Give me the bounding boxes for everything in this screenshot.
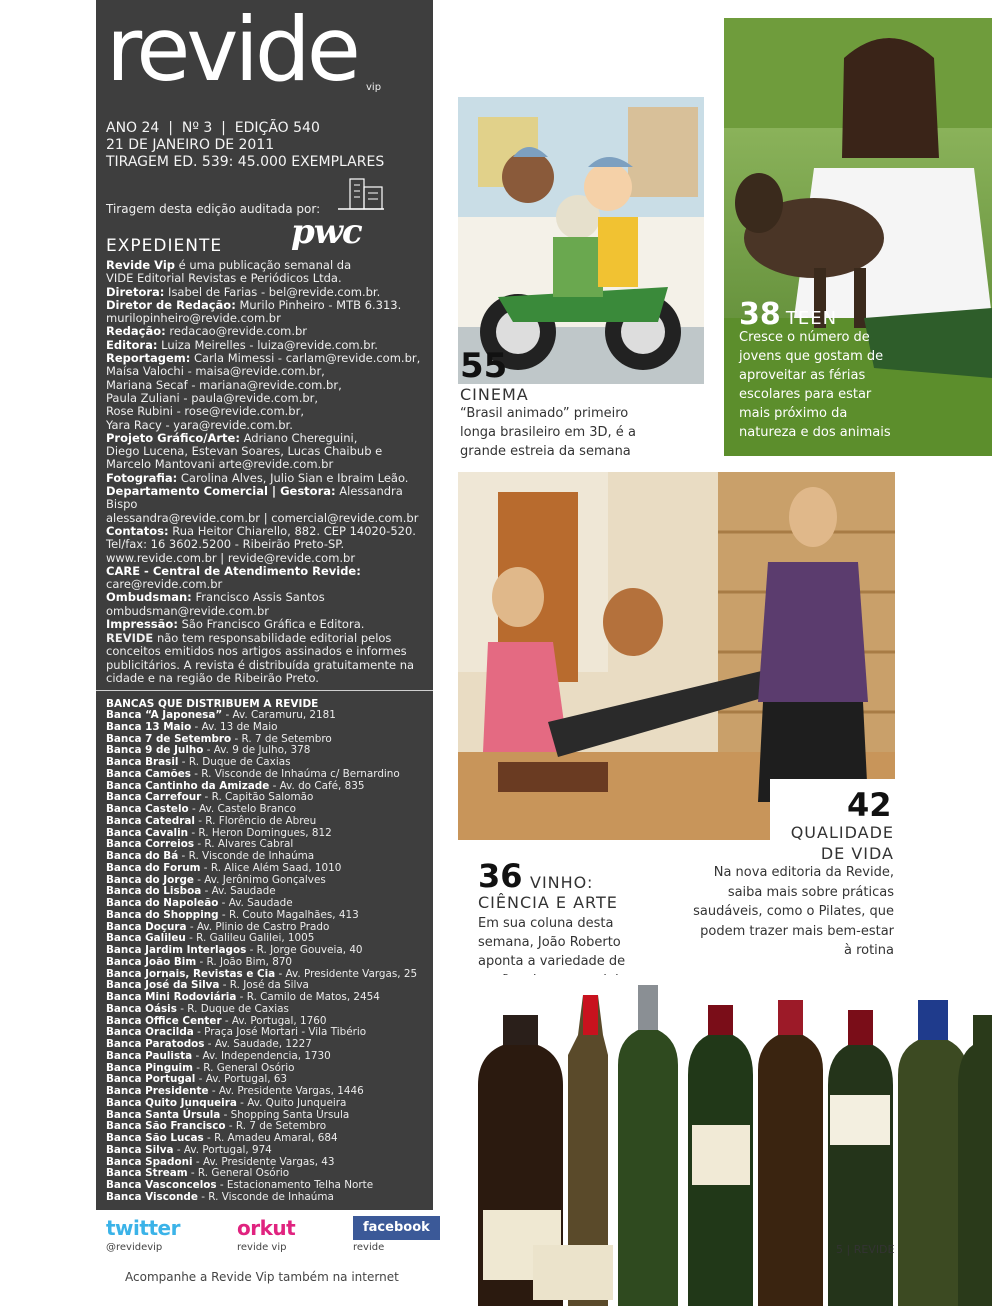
- banca-address: - R. Capitão Salomão: [201, 791, 314, 804]
- expediente-line: [106, 512, 428, 525]
- banca-name: Banca Vasconcelos: [106, 1179, 217, 1191]
- expediente-line-label: Fotografia:: [106, 470, 178, 485]
- expediente-line: [106, 339, 428, 352]
- banca-name: Banca Paulista: [106, 1049, 193, 1062]
- banca-name: Banca do Shopping: [106, 908, 219, 921]
- expediente-line: [106, 565, 428, 578]
- banca-address: - Av. Jerônimo Gonçalves: [193, 873, 326, 886]
- banca-name: Banca Office Center: [106, 1014, 222, 1027]
- expediente-line: [106, 578, 428, 591]
- expediente-line-text: Rua Heitor Chiarello, 882. CEP 14020-520.: [168, 523, 416, 538]
- expediente-line-text: Carla Mimessi - carlam@revide.com.br,: [190, 351, 421, 366]
- banca-name: Banca Pinguim: [106, 1061, 193, 1074]
- banca-name: Banca Brasil: [106, 756, 179, 768]
- banca-name: Banca do Jorge: [106, 873, 194, 886]
- twitter-link[interactable]: [106, 1216, 180, 1253]
- banca-name: Banca 13 Maio: [106, 720, 192, 733]
- expediente-line-text: redacao@revide.com.br: [165, 324, 308, 339]
- building-icon: [336, 175, 386, 211]
- teen-text: Cresce o número de jovens que gostam de aproveitar as férias escolares para estar mais próximo da natureza e dos animais: [739, 330, 891, 440]
- expediente-line: [106, 458, 428, 471]
- banca-name: Banca Carrefour: [106, 791, 202, 804]
- qualidade-page-number: 42: [847, 786, 892, 824]
- banca-item: [106, 1192, 428, 1204]
- expediente-line-label: Departamento Comercial | Gestora:: [106, 484, 336, 499]
- expediente-line: [106, 286, 428, 299]
- banca-name: Banca Santa Úrsula: [106, 1108, 221, 1121]
- orkut-link[interactable]: [237, 1216, 295, 1253]
- expediente-line: [106, 259, 428, 272]
- facebook-link[interactable]: [353, 1216, 440, 1253]
- banca-name: Banca Jardim Interlagos: [106, 944, 247, 956]
- expediente-line-label: Impressão:: [106, 617, 178, 632]
- expediente-line-text: Paula Zuliani - paula@revide.com.br,: [106, 390, 319, 405]
- banca-name: Banca Silva: [106, 1143, 174, 1156]
- teen-heading: [739, 297, 837, 332]
- banca-address: - R. João Bim, 870: [196, 955, 293, 968]
- banca-name: Banca do Forum: [106, 861, 201, 874]
- expediente-line-text: Francisco Assis Santos: [191, 590, 325, 605]
- wine-bottles-photo: [458, 975, 992, 1306]
- issue-line: ANO 24 | Nº 3 | EDIÇÃO 540: [106, 120, 320, 136]
- facebook-logo: facebook: [353, 1216, 440, 1240]
- issue-info: [106, 120, 384, 171]
- banca-address: - R. Duque de Caxias: [178, 756, 291, 768]
- qualidade-title-line1: QUALIDADE: [790, 823, 894, 842]
- banca-address: - Av. Independencia, 1730: [192, 1049, 331, 1062]
- banca-address: - R. Couto Magalhães, 413: [218, 908, 359, 921]
- expediente-line-text: Yara Racy - yara@revide.com.br.: [106, 417, 293, 432]
- vinho-page-number: 36: [478, 857, 523, 895]
- banca-name: Banca Portugal: [106, 1073, 196, 1086]
- logo-vip-label: vip: [366, 82, 382, 93]
- expediente-line-text: alessandra@revide.com.br | comercial@revide.com.br: [106, 510, 419, 525]
- expediente-line: [106, 392, 428, 405]
- expediente-line-text: VIDE Editorial Revistas e Periódicos Ltda.: [106, 271, 342, 286]
- cinema-text: “Brasil animado” primeiro longa brasileiro em 3D, é a grande estreia da semana: [460, 406, 636, 459]
- expediente-line-text: Carolina Alves, Julio Sian e Ibraim Leão.: [177, 470, 409, 485]
- banca-address: - Av. 9 de Julho, 378: [203, 744, 311, 757]
- banca-address: - R. Visconde de Inhaúma: [178, 850, 315, 862]
- banca-address: - Av. Presidente Vargas, 43: [192, 1155, 335, 1168]
- expediente-line: [106, 552, 428, 565]
- banca-name: Banca do Lisboa: [106, 885, 202, 898]
- page-number: 5 | REVIDE: [836, 1243, 895, 1256]
- banca-address: - R. Heron Domingues, 812: [188, 826, 332, 839]
- banca-address: - R. Visconde de Inhaúma c/ Bernardino: [190, 767, 400, 780]
- divider: [96, 690, 433, 691]
- expediente-line-text: Tel/fax: 16 3602.5200 - Ribeirão Preto-SP.: [106, 537, 345, 552]
- banca-name: Banca São Lucas: [106, 1132, 204, 1144]
- banca-name: Banca Camões: [106, 767, 191, 780]
- vinho-text: Em sua coluna desta semana, João Roberto aponta a variedade de: [478, 916, 626, 969]
- banca-address: - R. José da Silva: [219, 979, 309, 992]
- banca-name: Banca Correios: [106, 838, 195, 851]
- disclaimer-brand: REVIDE: [106, 631, 154, 645]
- banca-address: - R. Duque de Caxias: [176, 1002, 289, 1015]
- expediente-line: [106, 312, 428, 325]
- banca-address: - Shopping Santa Úrsula: [220, 1108, 350, 1121]
- banca-address: - R. 7 de Setembro: [231, 732, 332, 745]
- disclaimer: [106, 632, 426, 685]
- expediente-line: [106, 419, 428, 432]
- expediente-line: [106, 605, 428, 618]
- banca-name: Banca Doçura: [106, 920, 187, 933]
- orkut-handle: revide vip: [237, 1242, 287, 1253]
- expediente-line-label: Diretora:: [106, 284, 165, 299]
- banca-address: - R. General Osório: [187, 1167, 290, 1180]
- expediente-line-label: Projeto Gráfico/Arte:: [106, 430, 240, 445]
- follow-text: Acompanhe a Revide Vip também na internet: [125, 1270, 399, 1284]
- banca-name: Banca Jornais, Revistas e Cia: [106, 967, 276, 980]
- banca-name: Banca Mini Rodoviária: [106, 991, 237, 1003]
- banca-name: Banca Visconde: [106, 1190, 198, 1203]
- banca-name: Banca Galileu: [106, 932, 186, 945]
- expediente-line-text: Mariana Secaf - mariana@revide.com.br,: [106, 377, 342, 392]
- expediente-line-text: São Francisco Gráfica e Editora.: [177, 617, 365, 632]
- facebook-handle: revide: [353, 1242, 385, 1253]
- expediente-line-label: Revide Vip: [106, 258, 175, 272]
- vinho-title-line1: VINHO:: [530, 873, 594, 892]
- banca-address: - Av. Presidente Vargas, 25: [275, 967, 418, 980]
- banca-address: - Av. Presidente Vargas, 1446: [208, 1085, 364, 1097]
- expediente-line-text: www.revide.com.br | revide@revide.com.br: [106, 550, 356, 565]
- banca-name: Banca Catedral: [106, 814, 195, 827]
- banca-name: Banca “A Japonesa”: [106, 709, 223, 721]
- banca-name: Banca Spadoni: [106, 1155, 193, 1168]
- expediente-line-label: Contatos:: [106, 523, 169, 538]
- banca-address: - Av. Caramuru, 2181: [222, 709, 336, 721]
- date-line: 21 DE JANEIRO DE 2011: [106, 137, 275, 153]
- banca-name: Banca São Francisco: [106, 1120, 226, 1133]
- banca-address: - Av. Portugal, 1760: [221, 1014, 327, 1027]
- banca-address: - Av. Quito Junqueira: [236, 1096, 347, 1109]
- banca-address: - R. 7 de Setembro: [225, 1120, 327, 1133]
- expediente-line-text: Diego Lucena, Estevan Soares, Lucas Chaibub e: [106, 444, 383, 459]
- banca-address: - Av. Portugal, 63: [195, 1073, 288, 1086]
- expediente-line: [106, 538, 428, 551]
- expediente-line: [106, 379, 428, 392]
- orkut-logo: orkut: [237, 1216, 296, 1240]
- expediente-line: [106, 299, 428, 312]
- expediente-line-label: Redação:: [106, 324, 166, 339]
- expediente-line: [106, 325, 428, 338]
- banca-name: Banca José da Silva: [106, 979, 220, 992]
- banca-address: - Estacionamento Telha Norte: [216, 1179, 374, 1191]
- banca-name: Banca 9 de Julho: [106, 744, 204, 757]
- banca-address: - Av. do Café, 835: [269, 779, 365, 792]
- banca-address: - Av. Plinio de Castro Prado: [186, 920, 330, 933]
- banca-address: - R. Alice Além Saad, 1010: [200, 861, 342, 874]
- banca-address: - R. Visconde de Inhaúma: [197, 1190, 334, 1203]
- expediente-line-text: Maísa Valochi - maisa@revide.com.br,: [106, 364, 325, 379]
- qualidade-title-line2: DE VIDA: [820, 844, 894, 863]
- expediente-line-text: ombudsman@revide.com.br: [106, 603, 269, 618]
- expediente-line: [106, 485, 428, 512]
- cinema-illustration: [458, 97, 704, 384]
- pwc-logo: pwc: [291, 212, 362, 252]
- twitter-logo: twitter: [106, 1216, 180, 1240]
- expediente-line-text: murilopinheiro@revide.com.br: [106, 311, 281, 326]
- banca-name: Banca Oásis: [106, 1002, 177, 1015]
- banca-address: - R. Florêncio de Abreu: [194, 814, 317, 827]
- revide-logo: revide: [106, 0, 357, 101]
- expediente-line-label: Ombudsman:: [106, 590, 192, 605]
- expediente-line-label: CARE - Central de Atendimento Revide:: [106, 563, 361, 578]
- banca-address: - R. General Osório: [192, 1061, 295, 1074]
- cinema-title: CINEMA: [460, 385, 529, 404]
- expediente-column: [96, 0, 433, 1210]
- banca-name: Banca Stream: [106, 1167, 188, 1180]
- cinema-page-number: 55: [460, 346, 508, 386]
- banca-name: Banca Quito Junqueira: [106, 1096, 237, 1109]
- expediente-line: [106, 472, 428, 485]
- banca-address: - Av. Saudade, 1227: [204, 1038, 312, 1050]
- expediente-line: [106, 432, 428, 445]
- banca-address: - Av. Saudade: [201, 885, 276, 898]
- banca-name: Banca João Bim: [106, 955, 197, 968]
- expediente-line-label: Reportagem:: [106, 351, 191, 366]
- bancas-list: [106, 710, 428, 1204]
- twitter-handle: @revidevip: [106, 1242, 163, 1253]
- expediente-line-label: Editora:: [106, 337, 158, 352]
- expediente-line-text: Luiza Meirelles - luiza@revide.com.br.: [157, 337, 378, 352]
- banca-address: - Av. 13 de Maio: [191, 720, 278, 733]
- expediente-line-text: care@revide.com.br: [106, 577, 223, 592]
- expediente-line: [106, 352, 428, 365]
- expediente-line: [106, 591, 428, 604]
- banca-name: Banca Castelo: [106, 803, 189, 815]
- expediente-line: [106, 445, 428, 458]
- expediente-line: [106, 618, 428, 631]
- teen-title: TEEN: [785, 308, 838, 329]
- disclaimer-text: não tem responsabilidade editorial pelos conceitos emitidos nos artigos assinados e informes publicitários. A revista é distribuída gratuitamente na cidade e na região de Ribeirão Preto.: [106, 631, 415, 685]
- expediente-line-text: Isabel de Farias - bel@revide.com.br.: [164, 284, 381, 299]
- teen-page-number: 38: [739, 297, 781, 332]
- banca-address: - R. Galileu Galilei, 1005: [185, 932, 315, 945]
- banca-name: Banca Cavalin: [106, 826, 189, 839]
- banca-name: Banca Oracilda: [106, 1026, 194, 1039]
- expediente-title: EXPEDIENTE: [106, 236, 223, 256]
- banca-name: Banca Cantinho da Amizade: [106, 779, 270, 792]
- banca-name: Banca 7 de Setembro: [106, 732, 232, 745]
- expediente-line-text: Alessandra Bispo: [106, 484, 403, 512]
- banca-name: Banca do Bá: [106, 850, 179, 862]
- banca-address: - R. Alvares Cabral: [194, 838, 294, 851]
- expediente-line: [106, 365, 428, 378]
- qualidade-text: Na nova editoria da Revide, saiba mais sobre práticas saudáveis, como o Pilates, que podem trazer mais bem-estar à rotina: [693, 865, 894, 958]
- expediente-line-text: é uma publicação semanal da: [175, 258, 352, 272]
- banca-address: - R. Amadeu Amaral, 684: [203, 1132, 338, 1144]
- banca-name: Banca do Napoleão: [106, 897, 219, 909]
- banca-name: Banca Paratodos: [106, 1038, 205, 1050]
- audit-text: Tiragem desta edição auditada por:: [106, 202, 321, 216]
- expediente-line-label: Diretor de Redação:: [106, 297, 236, 312]
- banca-address: - Av. Saudade: [218, 897, 293, 909]
- banca-address: - Av. Castelo Branco: [188, 803, 296, 815]
- expediente-line-text: Rose Rubini - rose@revide.com.br,: [106, 404, 304, 419]
- banca-address: - Praça José Mortari - Vila Tibério: [193, 1026, 367, 1039]
- qualidade-title: [740, 822, 894, 864]
- expediente-line: [106, 272, 428, 285]
- vinho-title-line2: CIÊNCIA E ARTE: [478, 893, 618, 912]
- expediente-line: [106, 405, 428, 418]
- print-run-line: TIRAGEM ED. 539: 45.000 EXEMPLARES: [106, 154, 385, 170]
- expediente-line-text: Murilo Pinheiro - MTB 6.313.: [235, 297, 402, 312]
- expediente-line-text: Marcelo Mantovani arte@revide.com.br: [106, 457, 334, 472]
- banca-name: Banca Presidente: [106, 1085, 209, 1097]
- expediente-list: [106, 259, 428, 631]
- bancas-title: BANCAS QUE DISTRIBUEM A REVIDE: [106, 698, 319, 710]
- expediente-line-text: Adriano Chereguini,: [239, 430, 358, 445]
- banca-address: - R. Jorge Gouveia, 40: [246, 944, 363, 956]
- banca-address: - Av. Portugal, 974: [173, 1143, 272, 1156]
- banca-address: - R. Camilo de Matos, 2454: [236, 991, 380, 1003]
- expediente-line: [106, 525, 428, 538]
